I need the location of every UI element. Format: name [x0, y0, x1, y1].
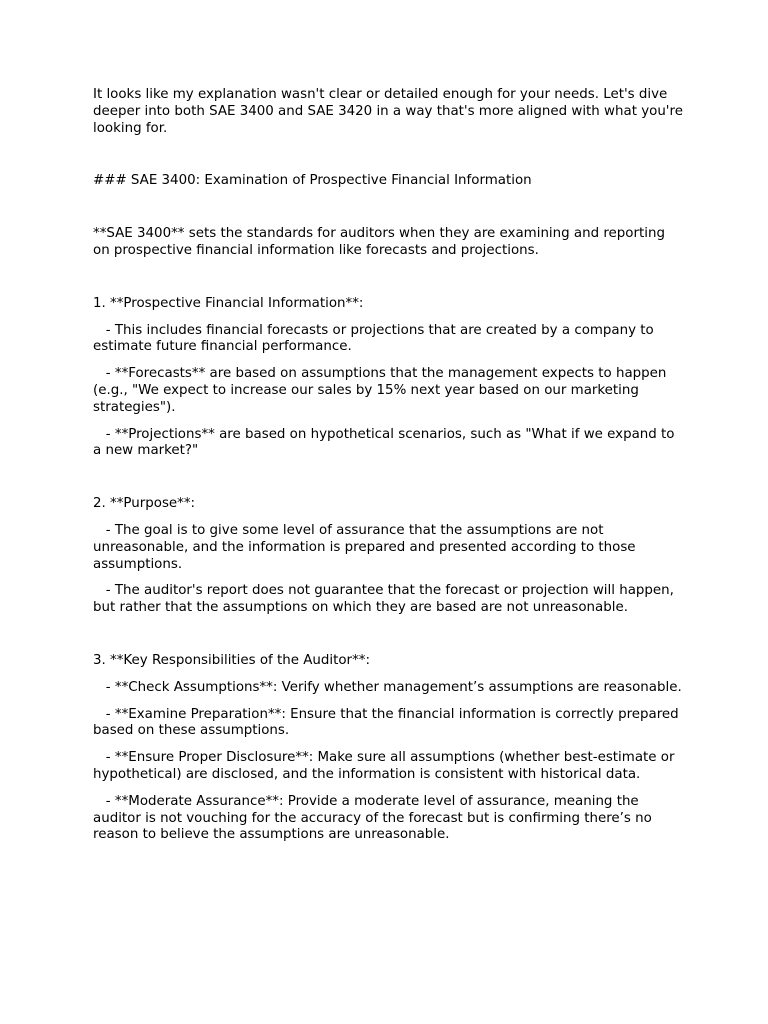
bullet-paragraph: - The auditor's report does not guarantee that the forecast or projection will happen, but rather that the assumptions on which they are based are not unreasonable. [93, 583, 679, 616]
bullet-paragraph: - The goal is to give some level of assurance that the assumptions are not unreasonable, and the information is prepared and presented according to those assumptions. [93, 522, 640, 572]
document-page [93, 87, 688, 844]
intro-paragraph: It looks like my explanation wasn't clear or detailed enough for your needs. Let's dive deeper into both SAE 3400 and SAE 3420 in a way that's more aligned with what you're looking for. [93, 87, 688, 136]
bullet-paragraph: - **Forecasts** are based on assumptions that the management expects to happen (e.g., "We expect to increase our sales by 15% next year based on our marketing strategies"). [93, 366, 671, 415]
section-title-purpose: 2. **Purpose**: [93, 496, 196, 512]
bullet-paragraph: - **Projections** are based on hypothetical scenarios, such as "What if we expand to a new market?" [93, 426, 679, 459]
bullet-paragraph: - **Moderate Assurance**: Provide a moderate level of assurance, meaning the auditor is not vouching for the accuracy of the forecast but is confirming there’s no reason to believe the assumptions are unreasonable. [93, 793, 657, 843]
bullet-paragraph: - **Ensure Proper Disclosure**: Make sure all assumptions (whether best-estimate or hypothetical) are disclosed, and the information is consistent with historical data. [93, 750, 679, 782]
section-heading: ### SAE 3400: Examination of Prospective Financial Information [93, 173, 532, 189]
section-title-prospective-info: 1. **Prospective Financial Information**: [93, 295, 364, 311]
section-title-responsibilities: 3. **Key Responsibilities of the Auditor**: [93, 652, 370, 668]
bullet-paragraph: - **Check Assumptions**: Verify whether management’s assumptions are reasonable. [93, 679, 682, 695]
summary-paragraph: **SAE 3400** sets the standards for auditors when they are examining and reporting on prospective financial information like forecasts and projections. [93, 226, 670, 258]
bullet-paragraph: - This includes financial forecasts or projections that are created by a company to estimate future financial performance. [93, 322, 659, 355]
bullet-paragraph: - **Examine Preparation**: Ensure that the financial information is correctly prepared based on these assumptions. [93, 706, 683, 739]
